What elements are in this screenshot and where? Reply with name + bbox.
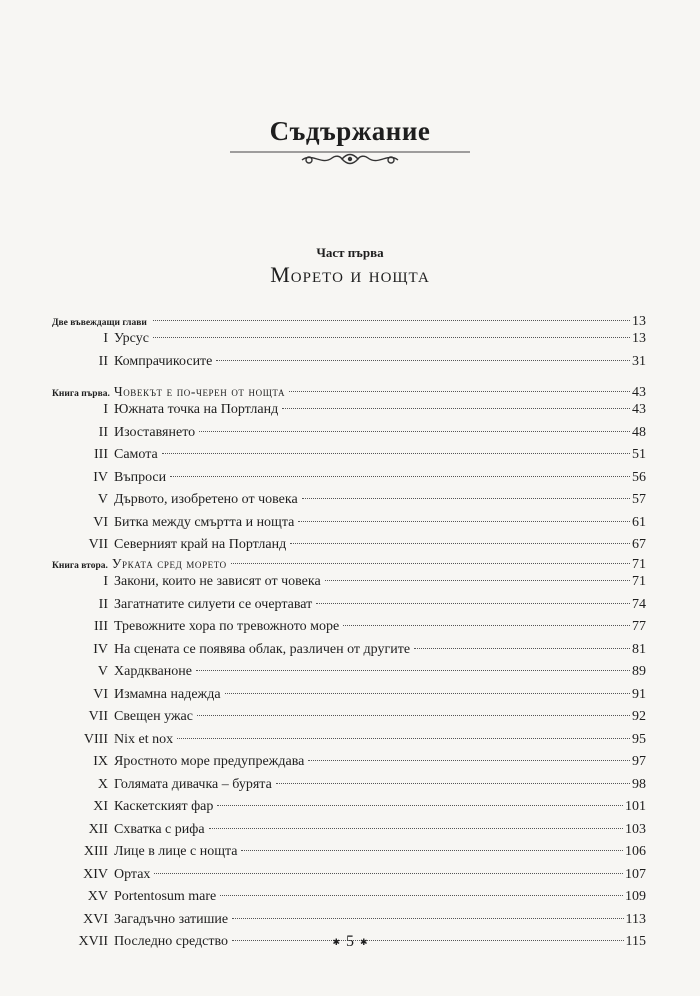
dot-leader: [209, 828, 623, 829]
dot-leader: [153, 337, 630, 338]
chapter-page-number: 98: [632, 776, 646, 792]
chapter-title: Схватка с рифа: [114, 821, 205, 837]
dot-leader: [196, 670, 630, 671]
dot-leader: [216, 360, 630, 361]
toc-entry[interactable]: [0, 910, 700, 930]
section-prefix: Две въвеждащи глави: [52, 318, 147, 328]
toc-line: [114, 490, 646, 510]
toc-entry[interactable]: [0, 820, 700, 840]
chapter-title: Каскетският фар: [114, 799, 214, 814]
section-title: Урката сред морето: [111, 556, 227, 571]
chapter-number: II: [98, 424, 108, 440]
dot-leader: [177, 738, 630, 739]
toc-line: [114, 775, 646, 795]
chapter-number: I: [103, 331, 108, 346]
toc-line: [114, 352, 646, 372]
toc-entry[interactable]: [0, 662, 700, 682]
chapter-page-number: 61: [632, 514, 646, 530]
chapter-title: Nix et nox: [114, 731, 174, 747]
toc-entry[interactable]: [0, 445, 700, 465]
chapter-number: XIII: [83, 844, 108, 859]
chapter-number: IX: [93, 754, 108, 769]
chapter-title: Яростното море предупреждава: [114, 754, 305, 769]
dot-leader: [316, 603, 630, 604]
chapter-number: XI: [93, 799, 108, 814]
chapter-number: XV: [87, 889, 108, 904]
chapter-title: Голямата дивачка – бурята: [114, 776, 272, 792]
toc-line: [114, 535, 646, 555]
chapter-page-number: 106: [625, 844, 646, 859]
dot-leader: [232, 918, 623, 919]
chapter-number: VII: [88, 709, 108, 724]
toc-line: [114, 617, 646, 637]
chapter-page-number: 31: [632, 353, 646, 369]
dot-leader: [153, 320, 630, 321]
chapter-number: XII: [88, 821, 108, 837]
chapter-page-number: 81: [632, 641, 646, 657]
chapter-page-number: 95: [632, 731, 646, 747]
toc-line: [114, 662, 646, 682]
section-title: Човекът е по-черен от нощта: [113, 384, 286, 399]
toc-entry[interactable]: [0, 797, 700, 817]
toc-line: [114, 820, 646, 840]
toc-entry[interactable]: [0, 572, 700, 592]
toc-line: [114, 468, 646, 488]
chapter-number: II: [98, 353, 108, 369]
chapter-page-number: 74: [632, 596, 646, 612]
chapter-page-number: 71: [632, 574, 646, 589]
chapter-number: II: [98, 596, 108, 612]
chapter-title: Самота: [114, 447, 158, 462]
chapter-title: Загадъчно затишие: [114, 911, 229, 927]
dot-leader: [154, 873, 623, 874]
dot-leader: [241, 850, 623, 851]
section-page-number: 43: [632, 385, 646, 400]
chapter-page-number: 67: [632, 537, 646, 552]
toc-entry[interactable]: [0, 865, 700, 885]
dot-leader: [231, 563, 630, 564]
toc-entry[interactable]: [0, 490, 700, 510]
toc-entry[interactable]: [0, 468, 700, 488]
chapter-title: Компрачикосите: [114, 353, 213, 369]
toc-line: [114, 329, 646, 349]
toc-entry[interactable]: [0, 685, 700, 705]
section-page-number: 13: [632, 314, 646, 329]
chapter-page-number: 91: [632, 686, 646, 702]
toc-entry[interactable]: [0, 640, 700, 660]
chapter-title: Тревожните хора по тревожното море: [114, 619, 340, 634]
chapter-title: Portentosum mare: [114, 889, 217, 904]
chapter-page-number: 56: [632, 469, 646, 485]
chapter-page-number: 89: [632, 664, 646, 679]
section-prefix: Книга втора.: [52, 561, 108, 571]
toc-entry[interactable]: [0, 842, 700, 862]
chapter-number: VII: [88, 537, 108, 552]
chapter-title: Северният край на Портланд: [114, 537, 287, 552]
dot-leader: [298, 521, 630, 522]
star-ornament-icon: ✱: [332, 936, 340, 947]
toc-line: [114, 640, 646, 660]
chapter-title: Урсус: [114, 331, 149, 346]
chapter-number: XIV: [83, 866, 108, 882]
chapter-page-number: 103: [625, 821, 646, 837]
dot-leader: [308, 760, 630, 761]
chapter-number: XVII: [78, 934, 108, 949]
star-ornament-icon: ✱: [360, 936, 368, 947]
section-prefix: Книга първа.: [52, 389, 110, 399]
chapter-title: На сцената се появява облак, различен от другите: [114, 641, 411, 657]
toc-line: [114, 865, 646, 885]
page-title: Съдържание: [269, 116, 431, 146]
toc-entry[interactable]: [0, 352, 700, 372]
chapter-number: X: [97, 776, 108, 792]
chapter-title: Битка между смъртта и нощта: [114, 514, 295, 530]
dot-leader: [276, 783, 630, 784]
toc-line: [114, 910, 646, 930]
page-number-value: 5: [346, 933, 354, 950]
dot-leader: [289, 391, 630, 392]
toc-entry[interactable]: [0, 707, 700, 727]
dot-leader: [290, 543, 630, 544]
page-number: [0, 933, 700, 951]
toc-line: [114, 797, 646, 817]
toc-entry[interactable]: [0, 730, 700, 750]
chapter-number: I: [103, 574, 108, 589]
chapter-title: Загатнатите силуети се очертават: [114, 596, 313, 612]
toc-line: [114, 685, 646, 705]
chapter-number: IV: [93, 641, 108, 657]
dot-leader: [282, 408, 630, 409]
chapter-title: Дървото, изобретено от човека: [114, 492, 298, 507]
dot-leader: [197, 715, 630, 716]
toc-line: [114, 513, 646, 533]
dot-leader: [414, 648, 630, 649]
chapter-title: Свещен ужас: [114, 709, 193, 724]
dot-leader: [343, 625, 630, 626]
chapter-number: I: [103, 402, 108, 417]
toc-entry[interactable]: [0, 329, 700, 349]
chapter-page-number: 51: [632, 447, 646, 462]
chapter-number: IV: [93, 469, 108, 485]
chapter-page-number: 13: [632, 331, 646, 346]
chapter-number: VI: [93, 686, 108, 702]
toc-entry[interactable]: [0, 423, 700, 443]
chapter-number: VI: [93, 514, 108, 530]
chapter-number: VIII: [83, 731, 108, 747]
toc-entry[interactable]: [0, 595, 700, 615]
chapter-page-number: 92: [632, 709, 646, 724]
toc-entry[interactable]: [0, 775, 700, 795]
toc-line: [114, 887, 646, 907]
chapter-page-number: 113: [625, 911, 646, 927]
toc-entry[interactable]: [0, 400, 700, 420]
chapter-page-number: 77: [632, 619, 646, 634]
dot-leader: [302, 498, 630, 499]
part-label: Част първа: [316, 245, 384, 260]
chapter-title: Закони, които не зависят от човека: [114, 574, 321, 589]
section-page-number: 71: [632, 557, 646, 572]
chapter-page-number: 107: [625, 866, 646, 882]
chapter-number: V: [97, 664, 108, 679]
toc-line: [114, 752, 646, 772]
dot-leader: [170, 476, 630, 477]
chapter-number: XVI: [83, 911, 108, 927]
toc-line: [114, 423, 646, 443]
toc-line: [114, 445, 646, 465]
chapter-page-number: 109: [625, 889, 646, 904]
chapter-page-number: 97: [632, 754, 646, 769]
chapter-page-number: 101: [625, 799, 646, 814]
chapter-title: Ортах: [114, 866, 151, 882]
dot-leader: [225, 693, 630, 694]
dot-leader: [162, 453, 630, 454]
part-title: Морето и нощта: [270, 262, 430, 287]
chapter-number: V: [97, 492, 108, 507]
toc-line: [114, 595, 646, 615]
toc-line: [114, 842, 646, 862]
chapter-number: III: [94, 619, 108, 634]
toc-line: [114, 707, 646, 727]
toc-line: [114, 400, 646, 420]
chapter-page-number: 43: [632, 402, 646, 417]
chapter-page-number: 115: [625, 934, 646, 949]
chapter-title: Измамна надежда: [114, 686, 221, 702]
ornament-divider-icon: [230, 146, 470, 170]
dot-leader: [325, 580, 630, 581]
chapter-title: Хардкваноне: [114, 664, 192, 679]
toc-entry[interactable]: [0, 535, 700, 555]
toc-line: [114, 730, 646, 750]
dot-leader: [220, 895, 623, 896]
chapter-title: Лице в лице с нощта: [114, 844, 238, 859]
chapter-page-number: 48: [632, 424, 646, 440]
toc-line: [114, 572, 646, 592]
chapter-number: III: [94, 447, 108, 462]
chapter-title: Изоставянето: [114, 424, 196, 440]
toc-entry[interactable]: [0, 617, 700, 637]
toc-entry[interactable]: [0, 752, 700, 772]
chapter-title: Въпроси: [114, 469, 167, 485]
dot-leader: [217, 805, 623, 806]
chapter-title: Южната точка на Портланд: [114, 402, 279, 417]
toc-entry[interactable]: [0, 887, 700, 907]
chapter-page-number: 57: [632, 492, 646, 507]
dot-leader: [199, 431, 630, 432]
toc-entry[interactable]: [0, 513, 700, 533]
chapter-title: Последно средство: [114, 934, 229, 949]
